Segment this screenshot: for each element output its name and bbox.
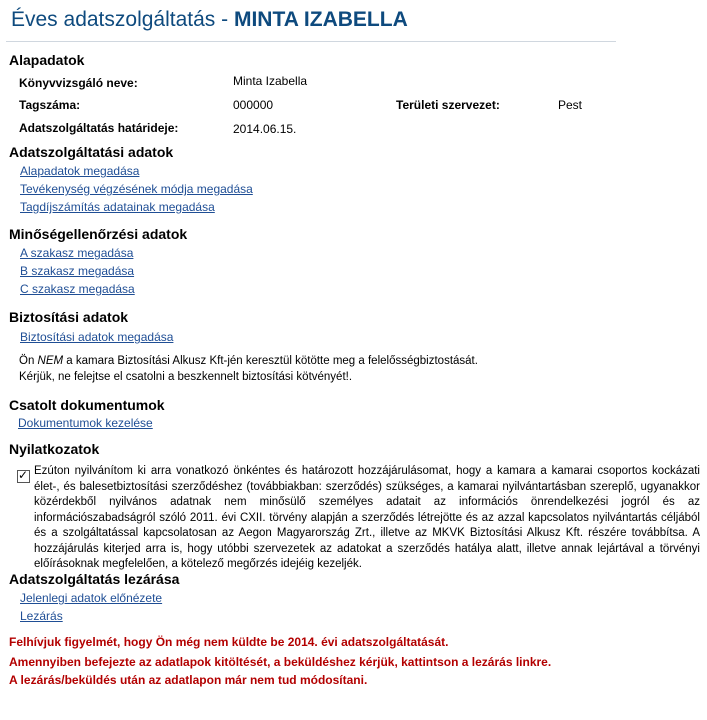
section-heading-insurance: Biztosítási adatok (9, 309, 129, 325)
page-title (11, 8, 408, 32)
insurance-note-after: a kamara Biztosítási Alkusz Kft-jén keresztül kötötte meg a felelősségbiztostását. (63, 355, 478, 367)
section-heading-closing: Adatszolgáltatás lezárása (9, 571, 180, 587)
auditor-name-label: Könyvvizsgáló neve: (19, 76, 138, 90)
link-insurance-data[interactable]: Biztosítási adatok megadása (20, 330, 174, 344)
member-number-label: Tagszáma: (19, 98, 81, 112)
title-divider (6, 41, 616, 42)
region-label: Területi szervezet: (396, 98, 500, 112)
checkmark-icon: ✓ (18, 468, 29, 482)
consent-text: Ezúton nyilvánítom ki arra vonatkozó önkéntes és határozott hozzájárulásomat, hogy a kamara a kamarai csoportos kockázati élet-, és balesetbiztosítási szerződéshez (továbbiakban: szerződés) szükséges, a kamarai nyilvántartásban szereplő, ugyanakkor közérdekből nyilvános adatnak nem minősülő személyes adatait az információs önrendelkezési jogról és az információszabadságról szóló 2011. évi CXII. törvény alapján a szerződés létrejötte és az azzal kapcsolatos nyilvántartás céljából és a szolgáltatással kapcsolatosan az Aegon Magyarország Zrt., illetve az MKVK Biztosítási Alkusz Kft. részére továbbítsa. A hozzájárulás kiterjed arra is, hogy utóbbi szervezetek az adatokat a szerződés hatálya alatt, illetve annak lejártával a törvényi előírásoknak megfelelően, a kötelező megőrzés idejéig kezeljék. (34, 465, 700, 570)
deadline-label: Adatszolgáltatás határideje: (19, 121, 179, 135)
section-heading-quality: Minőségellenőrzési adatok (9, 226, 188, 242)
insurance-reminder: Kérjük, ne felejtse el csatolni a beszkennelt biztosítási kötvényét!. (19, 371, 353, 383)
link-section-b[interactable]: B szakasz megadása (20, 264, 135, 278)
link-close[interactable]: Lezárás (20, 609, 63, 623)
link-basic-data[interactable]: Alapadatok megadása (20, 164, 140, 178)
auditor-name-value: Minta Izabella (233, 74, 308, 88)
link-section-a[interactable]: A szakasz megadása (20, 246, 134, 260)
deadline-value: 2014.06.15. (233, 122, 297, 136)
section-heading-attachments: Csatolt dokumentumok (9, 397, 165, 413)
warning-no-modification: A lezárás/beküldés után az adatlapon már nem tud módosítani. (9, 673, 368, 687)
insurance-note-before: Ön (19, 355, 38, 367)
link-documents[interactable]: Dokumentumok kezelése (18, 416, 153, 430)
link-fee-calculation[interactable]: Tagdíjszámítás adatainak megadása (20, 200, 215, 214)
page-title-prefix: Éves adatszolgáltatás - (11, 8, 234, 31)
insurance-note-em: NEM (37, 355, 64, 367)
section-heading-declarations: Nyilatkozatok (9, 441, 100, 457)
link-preview[interactable]: Jelenlegi adatok előnézete (20, 591, 163, 605)
region-value: Pest (558, 98, 583, 112)
consent-checkbox[interactable] (17, 470, 30, 483)
insurance-note (19, 353, 699, 369)
warning-how-to-submit: Amennyiben befejezte az adatlapok kitöltését, a beküldéshez kérjük, kattintson a lezárás linkre. (9, 655, 552, 669)
page-title-name: MINTA IZABELLA (233, 8, 408, 31)
link-section-c[interactable]: C szakasz megadása (20, 282, 135, 296)
section-heading-data-service: Adatszolgáltatási adatok (9, 144, 174, 160)
member-number-value: 000000 (233, 98, 274, 112)
link-activity-mode[interactable]: Tevékenység végzésének módja megadása (20, 182, 253, 196)
warning-not-submitted: Felhívjuk figyelmét, hogy Ön még nem küldte be 2014. évi adatszolgáltatását. (9, 635, 449, 649)
section-heading-basic: Alapadatok (9, 52, 85, 68)
